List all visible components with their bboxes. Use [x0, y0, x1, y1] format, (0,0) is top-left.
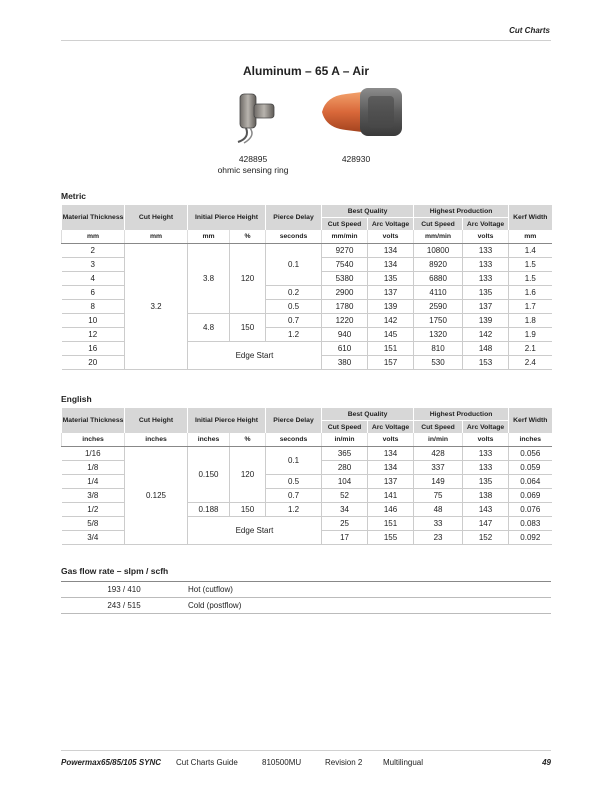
arc-voltage-cell: 145 — [368, 328, 414, 342]
thickness-cell: 3/8 — [62, 489, 125, 503]
thickness-cell: 1/16 — [62, 447, 125, 461]
arc-voltage-cell: 142 — [368, 314, 414, 328]
cut-speed-cell: 2900 — [322, 286, 368, 300]
kerf-cell: 0.059 — [509, 461, 552, 475]
edge-start-cell: Edge Start — [188, 342, 322, 370]
arc-voltage-cell: 133 — [463, 244, 509, 258]
unit-cell: volts — [463, 230, 509, 244]
kerf-cell: 0.083 — [509, 517, 552, 531]
cut-speed-cell: 10800 — [414, 244, 463, 258]
col-best-quality: Best Quality — [322, 408, 414, 421]
thickness-cell: 5/8 — [62, 517, 125, 531]
arc-voltage-cell: 134 — [368, 447, 414, 461]
thickness-cell: 1/2 — [62, 503, 125, 517]
kerf-cell: 2.1 — [509, 342, 552, 356]
cut-speed-cell: 610 — [322, 342, 368, 356]
col-cut-speed: Cut Speed — [322, 218, 368, 231]
footer-part-number: 810500MU — [262, 758, 302, 767]
arc-voltage-cell: 137 — [463, 300, 509, 314]
arc-voltage-cell: 157 — [368, 356, 414, 370]
header-section-label: Cut Charts — [509, 26, 550, 35]
part-caption-428895 — [203, 154, 303, 176]
gas-flow-title: Gas flow rate – slpm / scfh — [61, 566, 169, 576]
thickness-cell: 12 — [62, 328, 125, 342]
unit-cell: in/min — [414, 433, 463, 447]
arc-voltage-cell: 133 — [463, 258, 509, 272]
unit-cell: % — [230, 230, 266, 244]
thickness-cell: 20 — [62, 356, 125, 370]
pierce-delay-cell: 0.5 — [266, 300, 322, 314]
cut-speed-cell: 380 — [322, 356, 368, 370]
gas-flow-table — [61, 581, 551, 614]
kerf-cell: 1.5 — [509, 258, 552, 272]
gas-flow-value: 243 / 515 — [61, 598, 187, 614]
thickness-cell: 4 — [62, 272, 125, 286]
kerf-cell: 0.064 — [509, 475, 552, 489]
arc-voltage-cell: 151 — [368, 342, 414, 356]
unit-cell: mm — [509, 230, 552, 244]
col-cut-height: Cut Height — [125, 205, 188, 230]
kerf-cell: 1.8 — [509, 314, 552, 328]
col-kerf-width: Kerf Width — [509, 205, 552, 230]
thickness-cell: 6 — [62, 286, 125, 300]
header-divider — [61, 40, 551, 41]
unit-cell: volts — [463, 433, 509, 447]
pierce-delay-cell: 1.2 — [266, 503, 322, 517]
table-row — [61, 582, 551, 598]
unit-cell: inches — [509, 433, 552, 447]
col-arc-voltage: Arc Voltage — [368, 218, 414, 231]
col-initial-pierce-height: Initial Pierce Height — [188, 408, 266, 433]
cut-speed-cell: 530 — [414, 356, 463, 370]
unit-cell: mm/min — [414, 230, 463, 244]
col-highest-production: Highest Production — [414, 205, 509, 218]
thickness-cell: 3/4 — [62, 531, 125, 545]
col-cut-speed: Cut Speed — [414, 421, 463, 434]
pierce-height-cell: 4.8 — [188, 314, 230, 342]
table-row — [62, 244, 552, 258]
arc-voltage-cell: 138 — [463, 489, 509, 503]
gas-flow-value: 193 / 410 — [61, 582, 187, 598]
arc-voltage-cell: 133 — [463, 272, 509, 286]
cut-speed-cell: 1220 — [322, 314, 368, 328]
cut-speed-cell: 9270 — [322, 244, 368, 258]
cut-speed-cell: 1750 — [414, 314, 463, 328]
kerf-cell: 1.9 — [509, 328, 552, 342]
col-highest-production: Highest Production — [414, 408, 509, 421]
part-description: ohmic sensing ring — [217, 165, 289, 175]
cut-speed-cell: 7540 — [322, 258, 368, 272]
arc-voltage-cell: 147 — [463, 517, 509, 531]
edge-start-cell: Edge Start — [188, 517, 322, 545]
arc-voltage-cell: 139 — [463, 314, 509, 328]
col-arc-voltage: Arc Voltage — [463, 218, 509, 231]
thickness-cell: 10 — [62, 314, 125, 328]
thickness-cell: 3 — [62, 258, 125, 272]
thickness-cell: 1/4 — [62, 475, 125, 489]
cut-speed-cell: 104 — [322, 475, 368, 489]
metric-cut-chart — [61, 205, 552, 370]
cut-speed-cell: 2590 — [414, 300, 463, 314]
cut-height-cell: 0.125 — [125, 447, 188, 545]
col-cut-speed: Cut Speed — [414, 218, 463, 231]
unit-cell: mm — [125, 230, 188, 244]
thickness-cell: 1/8 — [62, 461, 125, 475]
part-number: 428930 — [341, 154, 371, 164]
thickness-cell: 16 — [62, 342, 125, 356]
cut-speed-cell: 940 — [322, 328, 368, 342]
arc-voltage-cell: 137 — [368, 475, 414, 489]
metric-section-title: Metric — [61, 191, 87, 201]
kerf-cell: 2.4 — [509, 356, 552, 370]
col-kerf-width: Kerf Width — [509, 408, 552, 433]
col-initial-pierce-height: Initial Pierce Height — [188, 205, 266, 230]
pierce-delay-cell: 0.1 — [266, 447, 322, 475]
unit-cell: mm/min — [322, 230, 368, 244]
col-arc-voltage: Arc Voltage — [463, 421, 509, 434]
col-cut-height: Cut Height — [125, 408, 188, 433]
unit-cell: % — [230, 433, 266, 447]
cut-speed-cell: 810 — [414, 342, 463, 356]
unit-cell: seconds — [266, 230, 322, 244]
kerf-cell: 1.5 — [509, 272, 552, 286]
arc-voltage-cell: 134 — [368, 244, 414, 258]
arc-voltage-cell: 135 — [463, 475, 509, 489]
part-number: 428895 — [238, 154, 268, 164]
arc-voltage-cell: 135 — [368, 272, 414, 286]
arc-voltage-cell: 137 — [368, 286, 414, 300]
cut-speed-cell: 149 — [414, 475, 463, 489]
pierce-pct-cell: 120 — [230, 447, 266, 503]
arc-voltage-cell: 133 — [463, 447, 509, 461]
cut-speed-cell: 365 — [322, 447, 368, 461]
kerf-cell: 0.076 — [509, 503, 552, 517]
pierce-height-cell: 3.8 — [188, 244, 230, 314]
arc-voltage-cell: 151 — [368, 517, 414, 531]
arc-voltage-cell: 139 — [368, 300, 414, 314]
cut-speed-cell: 23 — [414, 531, 463, 545]
pierce-delay-cell: 1.2 — [266, 328, 322, 342]
footer-divider — [61, 750, 551, 751]
arc-voltage-cell: 153 — [463, 356, 509, 370]
arc-voltage-cell: 142 — [463, 328, 509, 342]
cut-speed-cell: 48 — [414, 503, 463, 517]
unit-cell: seconds — [266, 433, 322, 447]
pierce-delay-cell: 0.7 — [266, 314, 322, 328]
kerf-cell: 0.056 — [509, 447, 552, 461]
arc-voltage-cell: 155 — [368, 531, 414, 545]
unit-cell: inches — [62, 433, 125, 447]
cut-speed-cell: 52 — [322, 489, 368, 503]
part-caption-428930 — [326, 154, 386, 165]
pierce-height-cell: 0.150 — [188, 447, 230, 503]
footer-language: Multilingual — [383, 758, 424, 767]
table-row — [61, 598, 551, 614]
unit-cell: mm — [62, 230, 125, 244]
pierce-delay-cell: 0.1 — [266, 244, 322, 286]
arc-voltage-cell: 148 — [463, 342, 509, 356]
cut-speed-cell: 34 — [322, 503, 368, 517]
cut-speed-cell: 75 — [414, 489, 463, 503]
unit-cell: volts — [368, 230, 414, 244]
cut-speed-cell: 25 — [322, 517, 368, 531]
cut-speed-cell: 337 — [414, 461, 463, 475]
col-material-thickness: Material Thickness — [62, 205, 125, 230]
ohmic-ring-icon — [230, 82, 278, 149]
unit-cell: inches — [125, 433, 188, 447]
cut-speed-cell: 428 — [414, 447, 463, 461]
english-cut-chart — [61, 408, 552, 545]
pierce-pct-cell: 120 — [230, 244, 266, 314]
page-title: Aluminum – 65 A – Air — [242, 64, 370, 78]
footer-guide: Cut Charts Guide — [176, 758, 238, 767]
thickness-cell: 2 — [62, 244, 125, 258]
pierce-height-cell: 0.188 — [188, 503, 230, 517]
thickness-cell: 8 — [62, 300, 125, 314]
kerf-cell: 0.092 — [509, 531, 552, 545]
cut-speed-cell: 280 — [322, 461, 368, 475]
kerf-cell: 1.7 — [509, 300, 552, 314]
unit-cell: volts — [368, 433, 414, 447]
col-material-thickness: Material Thickness — [62, 408, 125, 433]
pierce-pct-cell: 150 — [230, 314, 266, 342]
arc-voltage-cell: 146 — [368, 503, 414, 517]
torch-consumable-icon — [316, 82, 406, 149]
col-pierce-delay: Pierce Delay — [266, 205, 322, 230]
pierce-delay-cell: 0.2 — [266, 286, 322, 300]
arc-voltage-cell: 134 — [368, 258, 414, 272]
unit-cell: inches — [188, 433, 230, 447]
unit-cell: mm — [188, 230, 230, 244]
gas-flow-desc: Hot (cutflow) — [187, 582, 551, 598]
kerf-cell: 1.4 — [509, 244, 552, 258]
cut-speed-cell: 17 — [322, 531, 368, 545]
cut-speed-cell: 1320 — [414, 328, 463, 342]
cut-speed-cell: 8920 — [414, 258, 463, 272]
pierce-delay-cell: 0.5 — [266, 475, 322, 489]
col-cut-speed: Cut Speed — [322, 421, 368, 434]
col-arc-voltage: Arc Voltage — [368, 421, 414, 434]
pierce-pct-cell: 150 — [230, 503, 266, 517]
table-row — [62, 447, 552, 461]
unit-cell: in/min — [322, 433, 368, 447]
arc-voltage-cell: 141 — [368, 489, 414, 503]
arc-voltage-cell: 133 — [463, 461, 509, 475]
cut-speed-cell: 5380 — [322, 272, 368, 286]
gas-flow-desc: Cold (postflow) — [187, 598, 551, 614]
cut-speed-cell: 6880 — [414, 272, 463, 286]
arc-voltage-cell: 143 — [463, 503, 509, 517]
arc-voltage-cell: 135 — [463, 286, 509, 300]
kerf-cell: 0.069 — [509, 489, 552, 503]
cut-speed-cell: 4110 — [414, 286, 463, 300]
col-best-quality: Best Quality — [322, 205, 414, 218]
arc-voltage-cell: 134 — [368, 461, 414, 475]
footer-revision: Revision 2 — [325, 758, 363, 767]
arc-voltage-cell: 152 — [463, 531, 509, 545]
col-pierce-delay: Pierce Delay — [266, 408, 322, 433]
english-section-title: English — [61, 394, 92, 404]
cut-speed-cell: 33 — [414, 517, 463, 531]
page-number: 49 — [542, 758, 551, 767]
cut-speed-cell: 1780 — [322, 300, 368, 314]
cut-height-cell: 3.2 — [125, 244, 188, 370]
pierce-delay-cell: 0.7 — [266, 489, 322, 503]
kerf-cell: 1.6 — [509, 286, 552, 300]
footer-product: Powermax65/85/105 SYNC — [61, 758, 162, 767]
